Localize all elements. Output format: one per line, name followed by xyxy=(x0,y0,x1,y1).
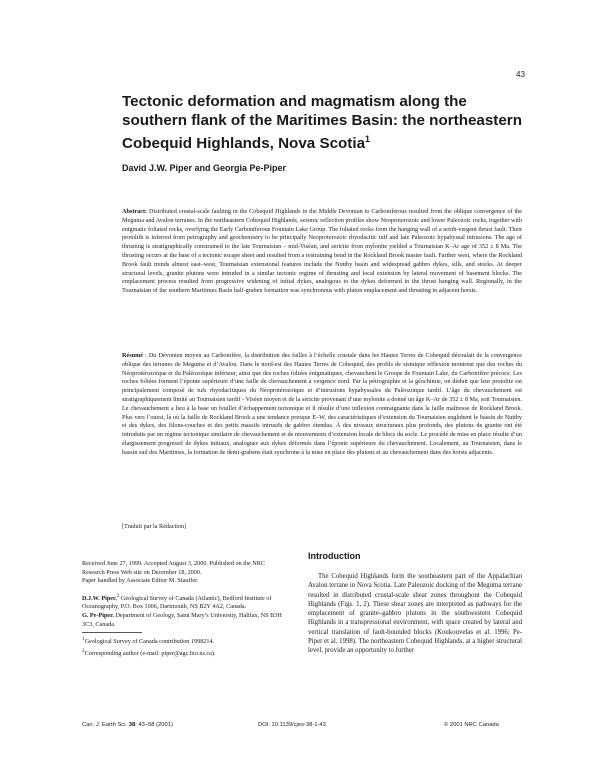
footnote-2-marker: 2 xyxy=(82,647,85,654)
author1-name: D.J.W. Piper. xyxy=(82,594,117,602)
abstract-text: Distributed crustal-scale faulting in the Cobequid Highlands in the Middle Devonian to Carboniferous resulted from the oblique convergence of the Meguma and Avalon terranes. In the northeastern Cobequid Highlands, seismic reflection profiles show Neoproterozoic and lower Paleozoic rocks, together with enigmatic foliated rocks, overlying the Early Carboniferous Fountain Lake Group. The foliated rocks form the hanging wall of a north-vergent thrust fault. Their protolith is inferred from petrography and geochemistry to be principally Neoproterozoic rhyodacitic tuff and late Paleozoic hypabyssal intrusions. The age of thrusting is stratigraphically constrained to the late Tournaisian – mid-Viséan, and sericite from mylonite yielded a Tournaisian K–Ar age of 352 ± 8 Ma. The thrusting occurs at the base of a tectonic escape sheet and resulted from a restraining bend in the Rockland Brook master fault. Farther west, where the Rockland Brook fault trends almost east–west, Tournaisian extensional features include the Nuttby basin and widespread gabbro dykes, sills, and stocks. At deeper structural levels, granite plutons were intruded in a similar tectonic regime of thrusting and local extension by lateral movement of basement blocks. The emplacement process resulted from progressive widening of initial dykes, analogous to the dykes deformed in the thrust hanging wall. Regionally, in the Tournaisian of the southern Maritimes Basin half-graben formation was synchronous with pluton emplacement and thrusting in adjacent horsts. xyxy=(122,208,523,295)
received-dates: Received June 27, 1999. Accepted August 3, 2000. Published on the NRC Research Press Web site on December 18, 2000. xyxy=(82,560,266,576)
resume xyxy=(122,352,522,458)
author2-name: G. Pe-Piper. xyxy=(82,612,114,620)
journal-volume: 38 xyxy=(128,722,136,728)
author1-address: Geological Survey of Canada (Atlantic), Bedford Institute of Oceanography, P.O. Box 1006, Dartmouth, NS B2Y 4A2, Canada. xyxy=(82,594,272,611)
title-footnote-marker: 1 xyxy=(365,134,371,144)
footnotes xyxy=(82,560,282,659)
article-title xyxy=(122,92,522,153)
footnote-1-marker: 1 xyxy=(82,636,85,643)
translation-note: [Traduit par la Rédaction] xyxy=(122,523,187,530)
abstract xyxy=(122,208,522,296)
introduction-body: The Cobequid Highlands form the southeastern part of the Appalachian Avalon terrane in Nova Scotia. Late Paleozoic docking of the Meguma terrane resulted in distributed crustal-scale shear zones throughout the Cobequid Highlands (Figs. 1, 2). These shear zones are interpreted as pathways for the emplacement of granite–gabbro plutons in the southwestern Cobequid Highlands in a transpressional environment, with space created by lateral and vertical translation of fault-bounded blocks (Koukouvelas et al. 1996; Pe-Piper et al. 1998). The northeastern Cobequid Highlands, at a higher structural level, provide an opportunity to further xyxy=(308,573,522,655)
resume-text: : Du Dévonien moyen au Carbonifère, la distribution des failles à l’échelle crustale dans les Hautes Terres de Cobequid découlait de la convergence oblique des terranes de Meguma et d’Avalon. Dans le nord-est des Hautes Terres de Cobequid, des profils de sismique réflexion montrent que des roches du Néoprotérozoïque et du Paléozoïque inférieur, ainsi que des roches foliées énigmatiques, chevauchent le Groupe de Fountain Lake, du Carbonifère précoce. Les roches foliées forment l’éponte supérieure d’une faille de chevauchement à vergence nord. Par la pétrographie et la géochimie, on déduit que leur protolite est principalement composé de tufs rhyodacitiques du Néoprotérozoïque et d’intrusions hypabyssales du Paléozoïque tardif. L’âge du chevauchement est stratigraphiquement limité au Tournaisien tardif - Viséen moyen et de la séricite provenant d’une mylonite a donné un âge K–Ar de 352 ± 8 Ma, soit Tournaisien. Le chevauchement a lieu à la base un feuillet d’échappement tectonique et il résulte d’une inflexion contraignante dans la faille maîtresse de Rockland Brook. Plus vers l’ouest, là où la faille de Rockland Brook a une tendance presque E–W, des caractéristiques d’extension du Tournaisien englobent le bassin de Nuttby et des dykes, des filons-couches et des petits massifs intrusifs de gabbro étendus. À des niveaux structuraux plus profonds, des plutons de granite ont été introduits par un régime tectonique similaire de chevauchement et de mouvements d’extension locale de blocs du socle. Le procédé de mise en place résulte d’un élargissement progressif de dykes initiaux, analogues aux dykes déformés dans l’éponte supérieure du chevauchement. Localement, au Tournaisien, dans le bassin sud des Maritimes, la formation de demi-grabens était synchrone à la mise en place des plutons et au chevauchement dans des horsts adjacents. xyxy=(122,352,523,456)
article-title-text: Tectonic deformation and magmatism along the southern flank of the Maritimes Basin: the northeastern Cobequid Highlands, Nova Scotia xyxy=(122,93,522,153)
introduction-heading: Introduction xyxy=(308,551,361,561)
journal-pages: : 43–58 (2001) xyxy=(135,722,173,728)
journal-name: Can. J. Earth Sci. xyxy=(82,722,129,728)
author-list: David J.W. Piper and Georgia Pe-Piper xyxy=(122,163,287,173)
handling-editor: Paper handled by Associate Editor M. Stauffer. xyxy=(82,577,199,585)
author2-address: Department of Geology, Saint Mary’s University, Halifax, NS B3H 3C3, Canada. xyxy=(82,612,282,628)
doi: DOI: 10.1139/cjes-38-1-43 xyxy=(258,722,326,728)
journal-citation xyxy=(82,722,173,728)
footnote-1 xyxy=(82,635,282,647)
copyright: © 2001 NRC Canada xyxy=(444,722,499,728)
page-number: 43 xyxy=(516,70,525,79)
footnote-rule xyxy=(82,632,142,633)
author-affiliation-2 xyxy=(82,612,282,629)
footnote-1-text: Geological Survey of Canada contribution 1998214. xyxy=(84,638,215,646)
footnote-2-text: Corresponding author (e-mail: piper@agc.bio.ns.ca). xyxy=(84,649,216,657)
author1-marker: 2 xyxy=(116,592,120,599)
abstract-label: Abstract: xyxy=(122,208,148,215)
footnote-2 xyxy=(82,647,282,659)
resume-label: Résumé xyxy=(122,352,143,359)
author-affiliation-1 xyxy=(82,592,282,612)
